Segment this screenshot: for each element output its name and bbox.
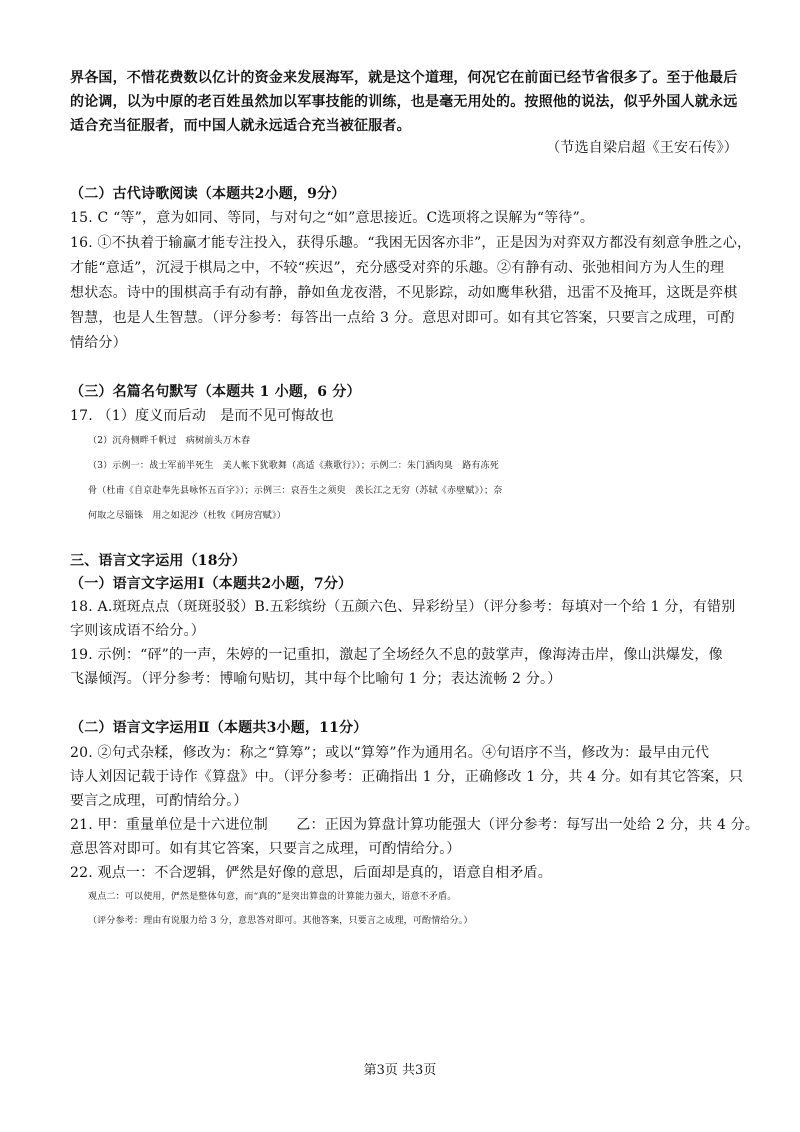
q20-line: 要言之成理，可酌情给分。） [70, 793, 248, 809]
q19-line: 19. 示例：“砰”的一声，朱婷的一记重扣，激起了全场经久不息的鼓掌声，像海涛击岸，像山洪爆发，像 [70, 647, 723, 663]
q17-1-answer: 17. （1）度义而后动 是而不见可悔故也 [70, 408, 334, 424]
q16-line: 才能“意适”，沉浸于棋局之中，不较“疾迟”，充分感受对弈的乐趣。②有静有动、张弛相间方为人生的理 [70, 260, 725, 276]
q17-3-line: 骨（杜甫《自京赴奉先县咏怀五百字》）；示例三：哀吾生之须臾 羡长江之无穷（苏轼《赤壁赋》）；奈 [88, 486, 503, 496]
q22-line: 22. 观点一：不合逻辑，俨然是好像的意思，后面却是真的，语意自相矛盾。 [70, 865, 552, 881]
q17-3-line: 何取之尽锱铢 用之如泥沙（杜牧《阿房宫赋》） [88, 511, 286, 521]
q18-line: 字则该成语不给分。） [70, 623, 205, 639]
passage-line: 界各国，不惜花费数以亿计的资金来发展海军，就是这个道理，何况它在前面已经节省很多了。至于他最后 [70, 70, 738, 86]
passage-source: （节选自梁启超《王安石传》） [546, 140, 738, 156]
subsection-heading-language-1: （一）语言文字运用Ⅰ（本题共2小题，7分） [70, 576, 353, 592]
q22-line: （评分参考：理由有说服力给 3 分，意思答对即可。其他答案，只要言之成理，可酌情给分。） [88, 916, 473, 926]
q19-line: 飞瀑倾泻。（评分参考：博喻句贴切，其中每个比喻句 1 分；表达流畅 2 分。） [70, 671, 562, 687]
subsection-heading-language-2: （二）语言文字运用Ⅱ（本题共3小题，11分） [70, 720, 368, 736]
q18-line: 18. A.斑斑点点（斑斑驳驳）B.五彩缤纷（五颜六色、异彩纷呈）（评分参考：每填对一个给 1 分，有错别 [70, 599, 736, 615]
q20-line: 20. ②句式杂糅，修改为：称之“算筹”；或以“算筹”作为通用名。④句语序不当，修改为：最早由元代 [70, 745, 710, 761]
q22-line: 观点二：可以使用，俨然是整体句意，而“真的”是突出算盘的计算能力强大，语意不矛盾。 [88, 892, 457, 902]
q21-line: 21. 甲：重量单位是十六进位制 乙：正因为算盘计算功能强大（评分参考：每写出一处给 2 分，共 4 分。 [70, 817, 760, 833]
passage-line: 适合充当征服者，而中国人就永远适合充当被征服者。 [70, 118, 411, 134]
q20-line: 诗人刘因记载于诗作《算盘》中。（评分参考：正确指出 1 分，正确修改 1 分，共 4 分。如有其它答案，只 [70, 769, 744, 785]
page-footer: 第3页 共3页 [363, 1063, 437, 1078]
q16-line: 想状态。诗中的围棋高手有动有静，静如鱼龙夜潜，不见影踪，动如鹰隼秋猎，迅雷不及掩耳，这既是弈棋 [70, 285, 738, 301]
section-heading-recitation: （三）名篇名句默写（本题共 1 小题，6 分） [70, 384, 361, 400]
passage-line: 的论调，以为中原的老百姓虽然加以军事技能的训练，也是毫无用处的。按照他的说法，似乎外国人就永远 [70, 94, 738, 110]
section-heading-poetry: （二）古代诗歌阅读（本题共2小题，9分） [70, 186, 346, 202]
q17-2-answer: （2）沉舟侧畔千帆过 病树前头万木春 [88, 436, 251, 446]
q21-line: 意思答对即可。如有其它答案，只要言之成理，可酌情给分。） [70, 841, 461, 857]
section-heading-language: 三、语言文字运用（18分） [70, 553, 247, 569]
q16-line: 16. ①不执着于输赢才能专注投入，获得乐趣。“我困无因客亦非”，正是因为对弈双方都没有刻意争胜之心， [70, 235, 752, 251]
q15-answer: 15. C “等”，意为如同、等同，与对句之“如”意思接近。C选项将之误解为“等待”。 [70, 210, 595, 226]
q16-line: 情给分） [70, 335, 127, 351]
q16-line: 智慧，也是人生智慧。（评分参考：每答出一点给 3 分。意思对即可。如有其它答案，只要言之成理，可酌 [70, 310, 735, 326]
q17-3-line: （3）示例一：战士军前半死生 美人帐下犹歌舞（高适《燕歌行》）；示例二：朱门酒肉臭 路有冻死 [88, 461, 499, 471]
